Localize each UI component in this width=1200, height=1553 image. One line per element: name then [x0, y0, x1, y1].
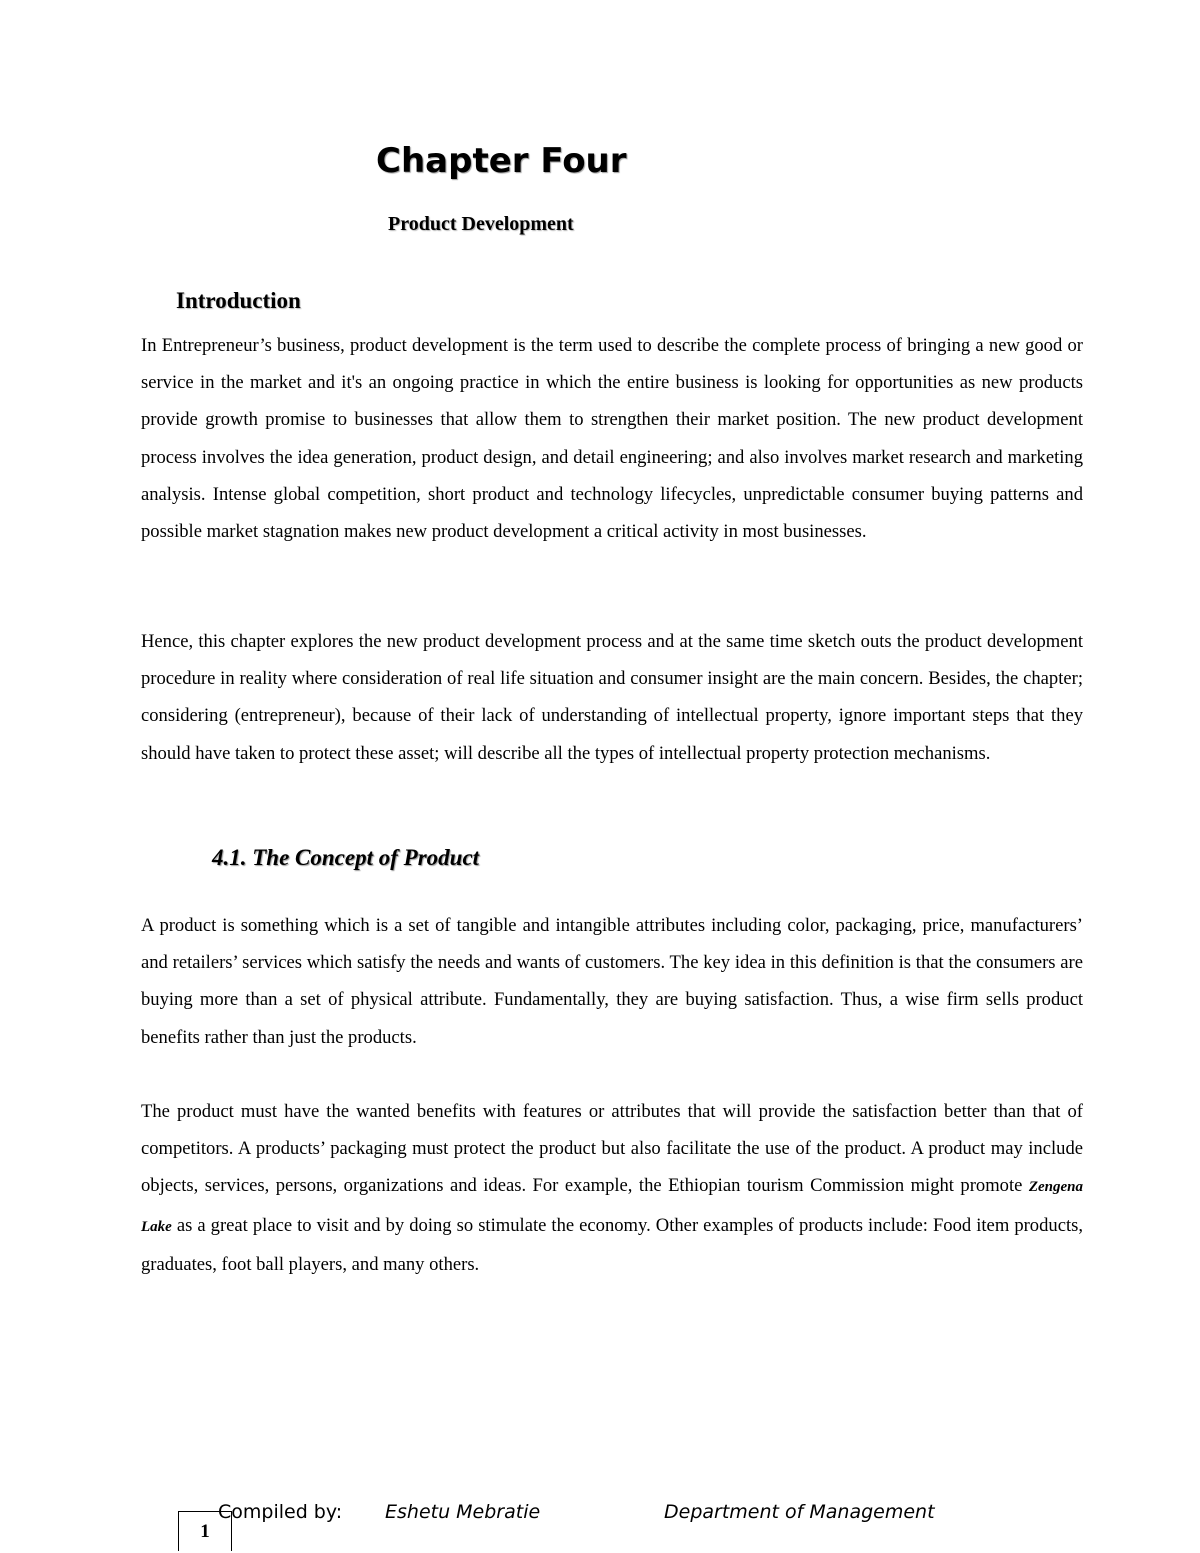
concept-paragraph-1: A product is something which is a set of tangible and intangible attributes including color, packaging, price, manufacturers’ and retailers’ services which satisfy the needs and wants of customers. The key idea in this definition is that the consumers are buying more than a set of physical attribute. Fundamentally, they are buying satisfaction. Thus, a wise firm sells product benefits rather than just the products.	[141, 915, 1083, 1048]
introduction-heading: Introduction	[176, 288, 301, 313]
chapter-title: Chapter Four	[376, 141, 627, 181]
footer-compiled-by-label: Compiled by:	[218, 1501, 343, 1523]
footer-department: Department of Management	[664, 1501, 935, 1523]
page-number: 1	[178, 1511, 232, 1551]
intro-paragraph-2: Hence, this chapter explores the new product development process and at the same time sketch outs the product development procedure in reality where consideration of real life situation and consumer insight are the main concern. Besides, the chapter; considering (entrepreneur), because of their lack of understanding of intellectual property, ignore important steps that they should have taken to protect these asset; will describe all the types of intellectual property protection mechanisms.	[141, 631, 1083, 764]
footer-author: Eshetu Mebratie	[385, 1501, 541, 1523]
concept-paragraph-2-part-1: The product must have the wanted benefits with features or attributes that will provide the satisfaction better than that of competitors. A products’ packaging must protect the product but also facilitate the use of the product. A product may include objects, services, persons, organizations and ideas. For example, the Ethiopian tourism Commission might promote	[141, 1101, 1083, 1197]
concept-paragraph-2	[141, 1093, 1083, 1283]
section-heading-concept-of-product: 4.1. The Concept of Product	[212, 845, 480, 870]
page-footer	[218, 1498, 978, 1526]
chapter-subtitle: Product Development	[388, 213, 574, 235]
concept-paragraph-2-part-2: as a great place to visit and by doing so stimulate the economy. Other examples of products include: Food item products, graduates, foot ball players, and many others.	[141, 1214, 1083, 1275]
zengena-lake-emphasis: Zengena Lake	[141, 1179, 1083, 1235]
intro-paragraph-1: In Entrepreneur’s business, product development is the term used to describe the complete process of bringing a new good or service in the market and it's an ongoing practice in which the entire business is looking for opportunities as new products provide growth promise to businesses that allow them to strengthen their market position. The new product development process involves the idea generation, product design, and detail engineering; and also involves market research and marketing analysis. Intense global competition, short product and technology lifecycles, unpredictable consumer buying patterns and possible market stagnation makes new product development a critical activity in most businesses.	[141, 335, 1083, 543]
